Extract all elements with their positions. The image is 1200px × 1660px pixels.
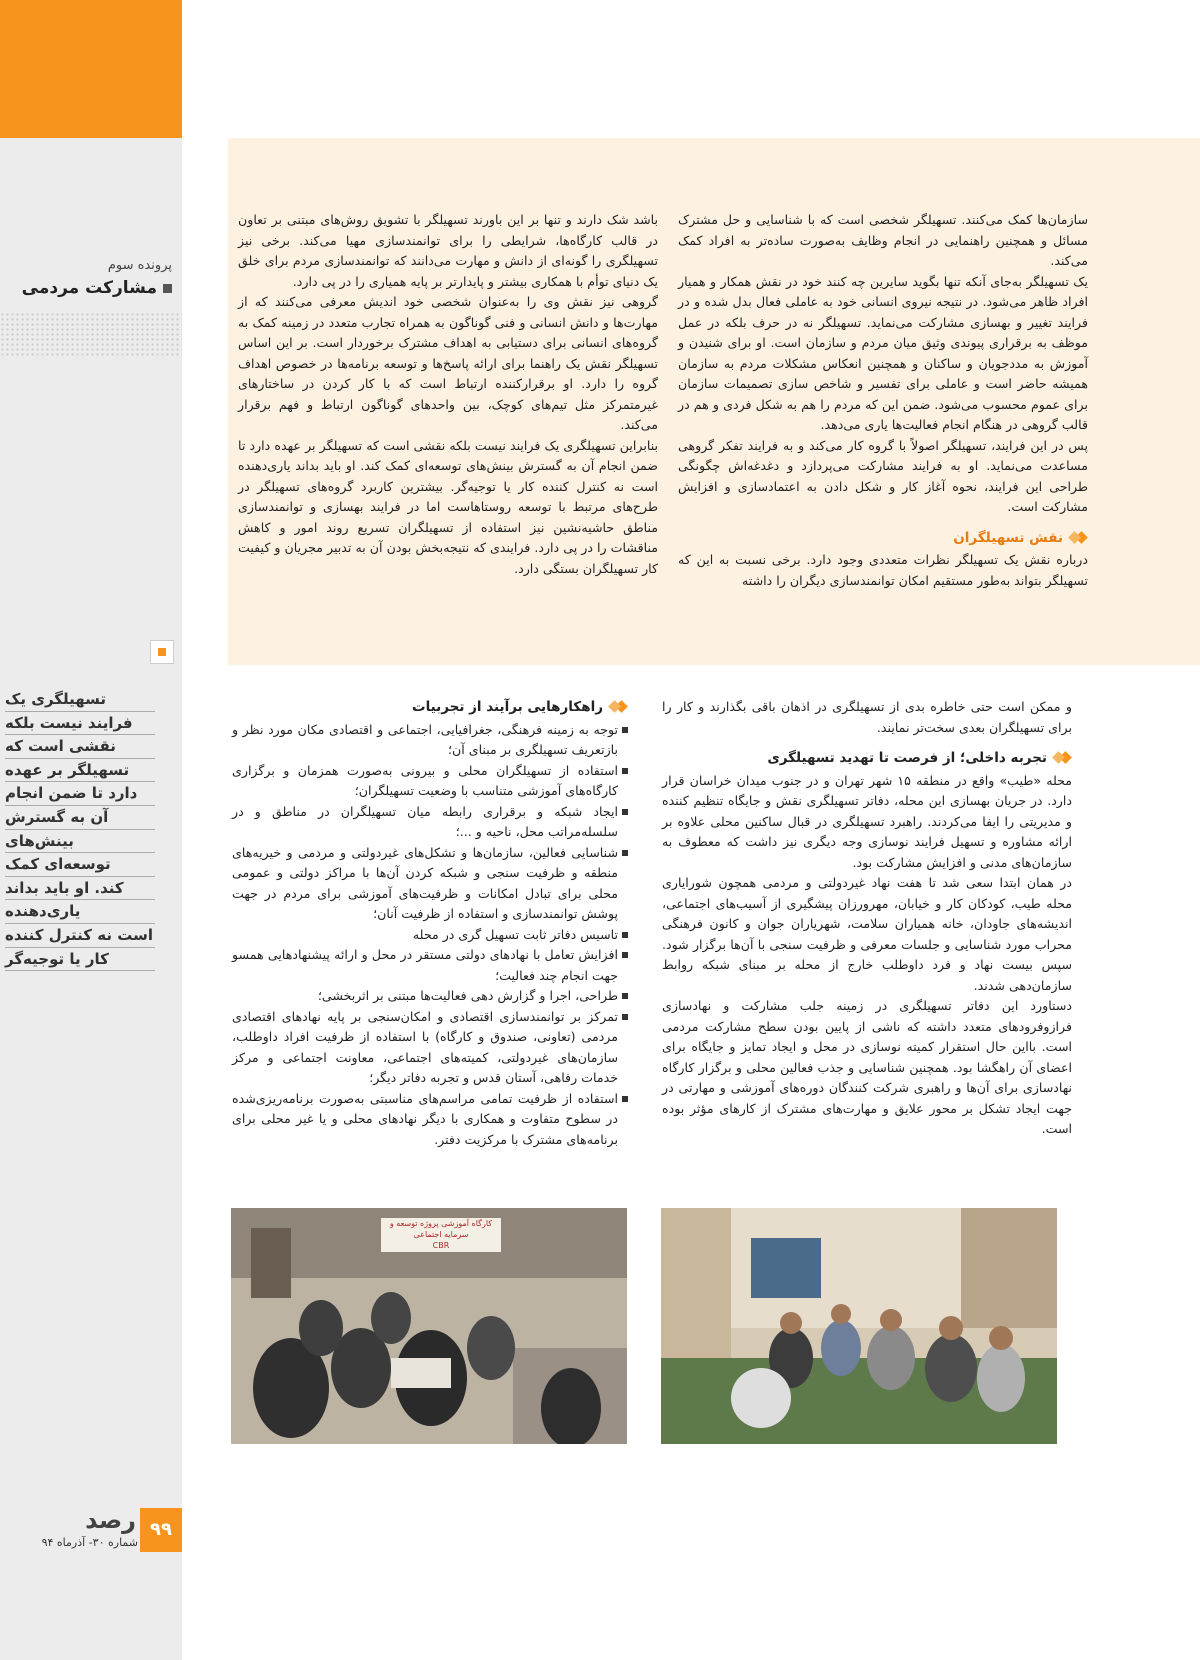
photo-meeting: [661, 1208, 1057, 1444]
section-heading: [662, 748, 1072, 769]
paragraph: دستاورد این دفاتر تسهیلگری در زمینه جلب مشارکت و نهادسازی فرازوفرودهای متعدد داشته که ناشی از پایین بودن سطح مشارکت مردمی است. بااین حال استقرار کمیته نوسازی در محل و ایجاد تمایز و جایگاه برای اعضای آن راهگشا بود. همچنین شناسایی و جذب فعالین محلی و برگزار کارگاه نهادسازی برای آن‌ها و راهبری شرکت کنندگان دوره‌های آموزشی و مهارتی در جهت ایجاد تشکل بر محور علایق و مهارت‌های مشترک از کارهای مؤثر بوده است.: [662, 998, 1072, 1136]
bullet-list: [232, 720, 628, 1151]
top-left-column: [238, 210, 658, 579]
section-title: [2, 278, 172, 298]
issue-info: شماره ۳۰- آذرماه ۹۴: [41, 1536, 138, 1549]
pull-quote-line: توسعه‌ای کمک: [5, 853, 155, 877]
list-item: طراحی، اجرا و گزارش دهی فعالیت‌ها مبتنی بر اثربخشی؛: [232, 986, 628, 1007]
pull-quote-line: تسهیلگری یک: [5, 688, 155, 712]
orange-corner-block: [0, 0, 182, 138]
list-item: تمرکز بر توانمندسازی اقتصادی و امکان‌سنجی بر پایه نهادهای اقتصادی مردمی (تعاونی، صندوق و کارگاه) با استفاده از ظرفیت افراد داوطلب، سازمان‌های غیردولتی، کمیته‌های اجتماعی، معاونت اجتماعی و مرکز خدمات رفاهی، آستان قدس و تجربه دفاتر دیگر؛: [232, 1007, 628, 1089]
square-bullet-icon: [163, 284, 172, 293]
list-item: افزایش تعامل با نهادهای دولتی مستقر در محل و ارائه پیشنهادهایی همسو جهت انجام چند فعالیت؛: [232, 945, 628, 986]
section-label: پرونده سوم: [107, 258, 172, 273]
banner-text: کارگاه آموزشی پروژه توسعه و سرمایه اجتماعی: [389, 1219, 493, 1239]
list-item: توجه به زمینه فرهنگی، جغرافیایی، اجتماعی و اقتصادی مکان مورد نظر و بازتعریف تسهیلگری بر مبنای آن؛: [232, 720, 628, 761]
paragraph: در همان ابتدا سعی شد تا هفت نهاد غیردولتی و مردمی همچون شورایاری محله طیب، کودکان کار و خیابان، مهرورزان پیشگیری از آسیب‌های اجتماعی، اندیشه‌های جاودان، خانه همیاران سلامت، شهریاران جوان و کانون فرهنگی محراب مورد شناسایی و جلسات معرفی و ظرفیت سنجی با آن‌ها برگزار شود. سپس بیست نهاد و فرد داوطلب خارج از محله بر مبنای شبکه روابط سازمان‌دهی شدند.: [662, 875, 1072, 993]
list-item: شناسایی فعالین، سازمان‌ها و تشکل‌های غیردولتی و مردمی و خیریه‌های منطقه و ظرفیت سنجی و شبکه کردن آن‌ها با مراکز دولتی و عمومی محلی برای تبادل امکانات و ظرفیت‌های آموزشی برای مردم در جهت پوشش توانمندسازی و استفاده از ظرفیت آنان؛: [232, 843, 628, 925]
diamond-bullet-icon: [1052, 752, 1072, 764]
pull-quote-line: فرایند نیست بلکه: [5, 712, 155, 736]
paragraph: درباره نقش یک تسهیلگر نظرات متعددی وجود دارد. برخی نسبت به این که تسهیلگر بتواند به‌طور مستقیم امکان توانمندسازی دیگران را داشته: [678, 552, 1088, 588]
pull-quote-line: کار یا توجیه‌گر: [5, 948, 155, 972]
section-heading: [678, 528, 1088, 549]
magazine-logo: رصد: [85, 1506, 136, 1534]
photo-banner: [381, 1218, 501, 1252]
pull-quote-line: بینش‌های: [5, 830, 155, 854]
list-item: استفاده از تسهیلگران محلی و بیرونی به‌صورت همزمان و برگزاری کارگاه‌های آموزشی متناسب با وضعیت تسهیلگران؛: [232, 761, 628, 802]
pull-quote-line: یاری‌دهنده: [5, 900, 155, 924]
pull-quote-line: کند. او باید بداند: [5, 877, 155, 901]
list-item: استفاده از ظرفیت تمامی مراسم‌های مناسبتی به‌صورت برنامه‌ریزی‌شده در سطوح متفاوت و همکاری با دیگر نهادهای محلی و یا غیر محلی برای برنامه‌های مشترک با مرکزیت دفتر.: [232, 1089, 628, 1151]
page-number: ۹۹: [140, 1508, 182, 1552]
meeting-photo-illustration: [661, 1208, 1057, 1444]
diamond-bullet-icon: [1068, 532, 1088, 544]
list-item: تاسیس دفاتر ثابت تسهیل گری در محله: [232, 925, 628, 946]
section-heading: [232, 697, 628, 718]
dot-pattern: [0, 312, 182, 356]
heading-text: نقش تسهیلگران: [953, 529, 1063, 546]
diamond-bullet-icon: [608, 701, 628, 713]
list-item: ایجاد شبکه و برقراری رابطه میان تسهیلگران در مناطق و در سلسله‌مراتب محل، ناحیه و ...؛: [232, 802, 628, 843]
photo-workshop: [231, 1208, 627, 1444]
pull-quote: [5, 688, 155, 971]
paragraph: یک تسهیلگر به‌جای آنکه تنها بگوید سایرین چه کنند خود در نقش همکار و همیار افراد ظاهر می‌شود. در نتیجه نیروی انسانی خود به عاملی فعال بدل شده و در فرایند تغییر و بهسازی مشارکت می‌نماید. تسهیلگر نه در حرف بلکه در عمل موظف به برقراری پیوندی وثیق میان مردم و سازمان است. او برای شنیدن و آموزش به مددجویان و ساکنان و همچنین انعکاس مشکلات مردم به سازمان همیشه حاضر است و عاملی برای تفسیر و شاخص سازی تصمیمات سازمان برای عموم محسوب می‌شود. ضمن این که مردم را هم به شکل فردی و هم در قالب گروهی در هنگام انجام فعالیت‌ها یاری می‌دهد.: [678, 273, 1088, 432]
paragraph: گروهی نیز نقش وی را به‌عنوان شخصی خود اندیش معرفی می‌کنند که از مهارت‌ها و دانش انسانی و فنی گوناگون به همراه تجارب متعدد در زمینه کمک به گروه‌های انسانی برای دستیابی به اهداف مشترک برخوردار است. بر این اساس تسهیلگر نقش یک راهنما برای ارائه پاسخ‌ها و توسعه برنامه‌ها در خصوص اهداف گروه را دارد. او برقرارکننده ارتباط است که با کار کردن در ساختارهای غیرمتمرکز مثل تیم‌های کوچک، بین واحدهای گوناگون ارتباط و فهم برقرار می‌کند.: [238, 294, 658, 432]
banner-sub: CBR: [432, 1241, 450, 1250]
paragraph: پس در این فرایند، تسهیلگر اصولاً با گروه کار می‌کند و به فرایند تفکر گروهی مساعدت می‌نماید. او به فرایند مشارکت می‌پردازد و دغدغه‌اش چگونگی طراحی این فرایند، نحوه آغاز کار و شکل دادن به اعتمادسازی و افزایش مشارکت است.: [678, 437, 1088, 514]
section-title-text: مشارکت مردمی: [21, 278, 157, 298]
bottom-right-column: [662, 697, 1072, 1140]
bottom-left-column: [232, 697, 628, 1150]
paragraph: بنابراین تسهیلگری یک فرایند نیست بلکه نقشی است که تسهیلگر بر عهده دارد تا ضمن انجام آن به گسترش بینش‌های توسعه‌ای کمک کند. او باید بداند یاری‌دهنده است نه کنترل کننده کار یا توجیه‌گر. بیشترین کاربرد گروه‌های تسهیلگر در طرح‌های مرتبط با توسعه روستاهاست اما در فرایند بهسازی و توانمندسازی مناطق حاشیه‌نشین نیز استفاده از تسهیلگران تسریع روند امور و کاهش مناقشات را در پی دارد. فرایندی که نتیجه‌بخش بودن آن به تدبیر مجریان و کیفیت کار تسهیلگران بستگی دارد.: [238, 437, 658, 576]
paragraph: محله «طیب» واقع در منطقه ۱۵ شهر تهران و در جنوب میدان خراسان قرار دارد. در جریان بهسازی این محله، دفاتر تسهیلگری نقش و جایگاه تنظیم کننده و مدیریتی را ایفا می‌کردند. راهبرد تسهیلگری در قبال ساکنین محلی علاوه بر ارائه مشاوره و تسهیل فرایند نوسازی وجه دیگری نیز داشت که معطوف به سازمان‌های مدنی و افزایش مشارکت بود.: [662, 772, 1073, 870]
pull-quote-line: دارد تا ضمن انجام: [5, 782, 155, 806]
paragraph: باشد شک دارند و تنها بر این باورند تسهیلگر با تشویق روش‌های مبتنی بر تعاون در قالب کارگاه‌ها، شرایطی را برای توانمندسازی مهیا می‌کند. برخی نیز تسهیلگری را گونه‌ای از دانش و مهارت می‌دانند که توانمندسازی مردم برای خلق یک دنیای توأم با همکاری بیشتر و پایدارتر بر پایه همیاری را در پی دارد.: [238, 212, 658, 289]
paragraph: و ممکن است حتی خاطره بدی از تسهیلگری در اذهان باقی بگذارند و کار را برای تسهیلگران بعدی سخت‌تر نمایند.: [662, 699, 1072, 735]
pull-quote-line: نقشی است که: [5, 735, 155, 759]
paragraph: سازمان‌ها کمک می‌کنند. تسهیلگر شخصی است که با شناسایی و حل مشترک مسائل و همچنین راهنمایی در انجام وظایف به‌صورت ساده‌تر به افراد کمک می‌کند.: [678, 212, 1088, 268]
pull-quote-line: آن به گسترش: [5, 806, 155, 830]
pull-quote-line: است نه کنترل کننده: [5, 924, 155, 948]
heading-text: تجربه داخلی؛ از فرصت تا تهدید تسهیلگری: [767, 750, 1047, 766]
pull-quote-line: تسهیلگر بر عهده: [5, 759, 155, 783]
top-right-column: [678, 210, 1088, 591]
heading-text: راهکارهایی برآیند از تجربیات: [412, 699, 603, 715]
quote-marker-icon: [150, 640, 174, 664]
